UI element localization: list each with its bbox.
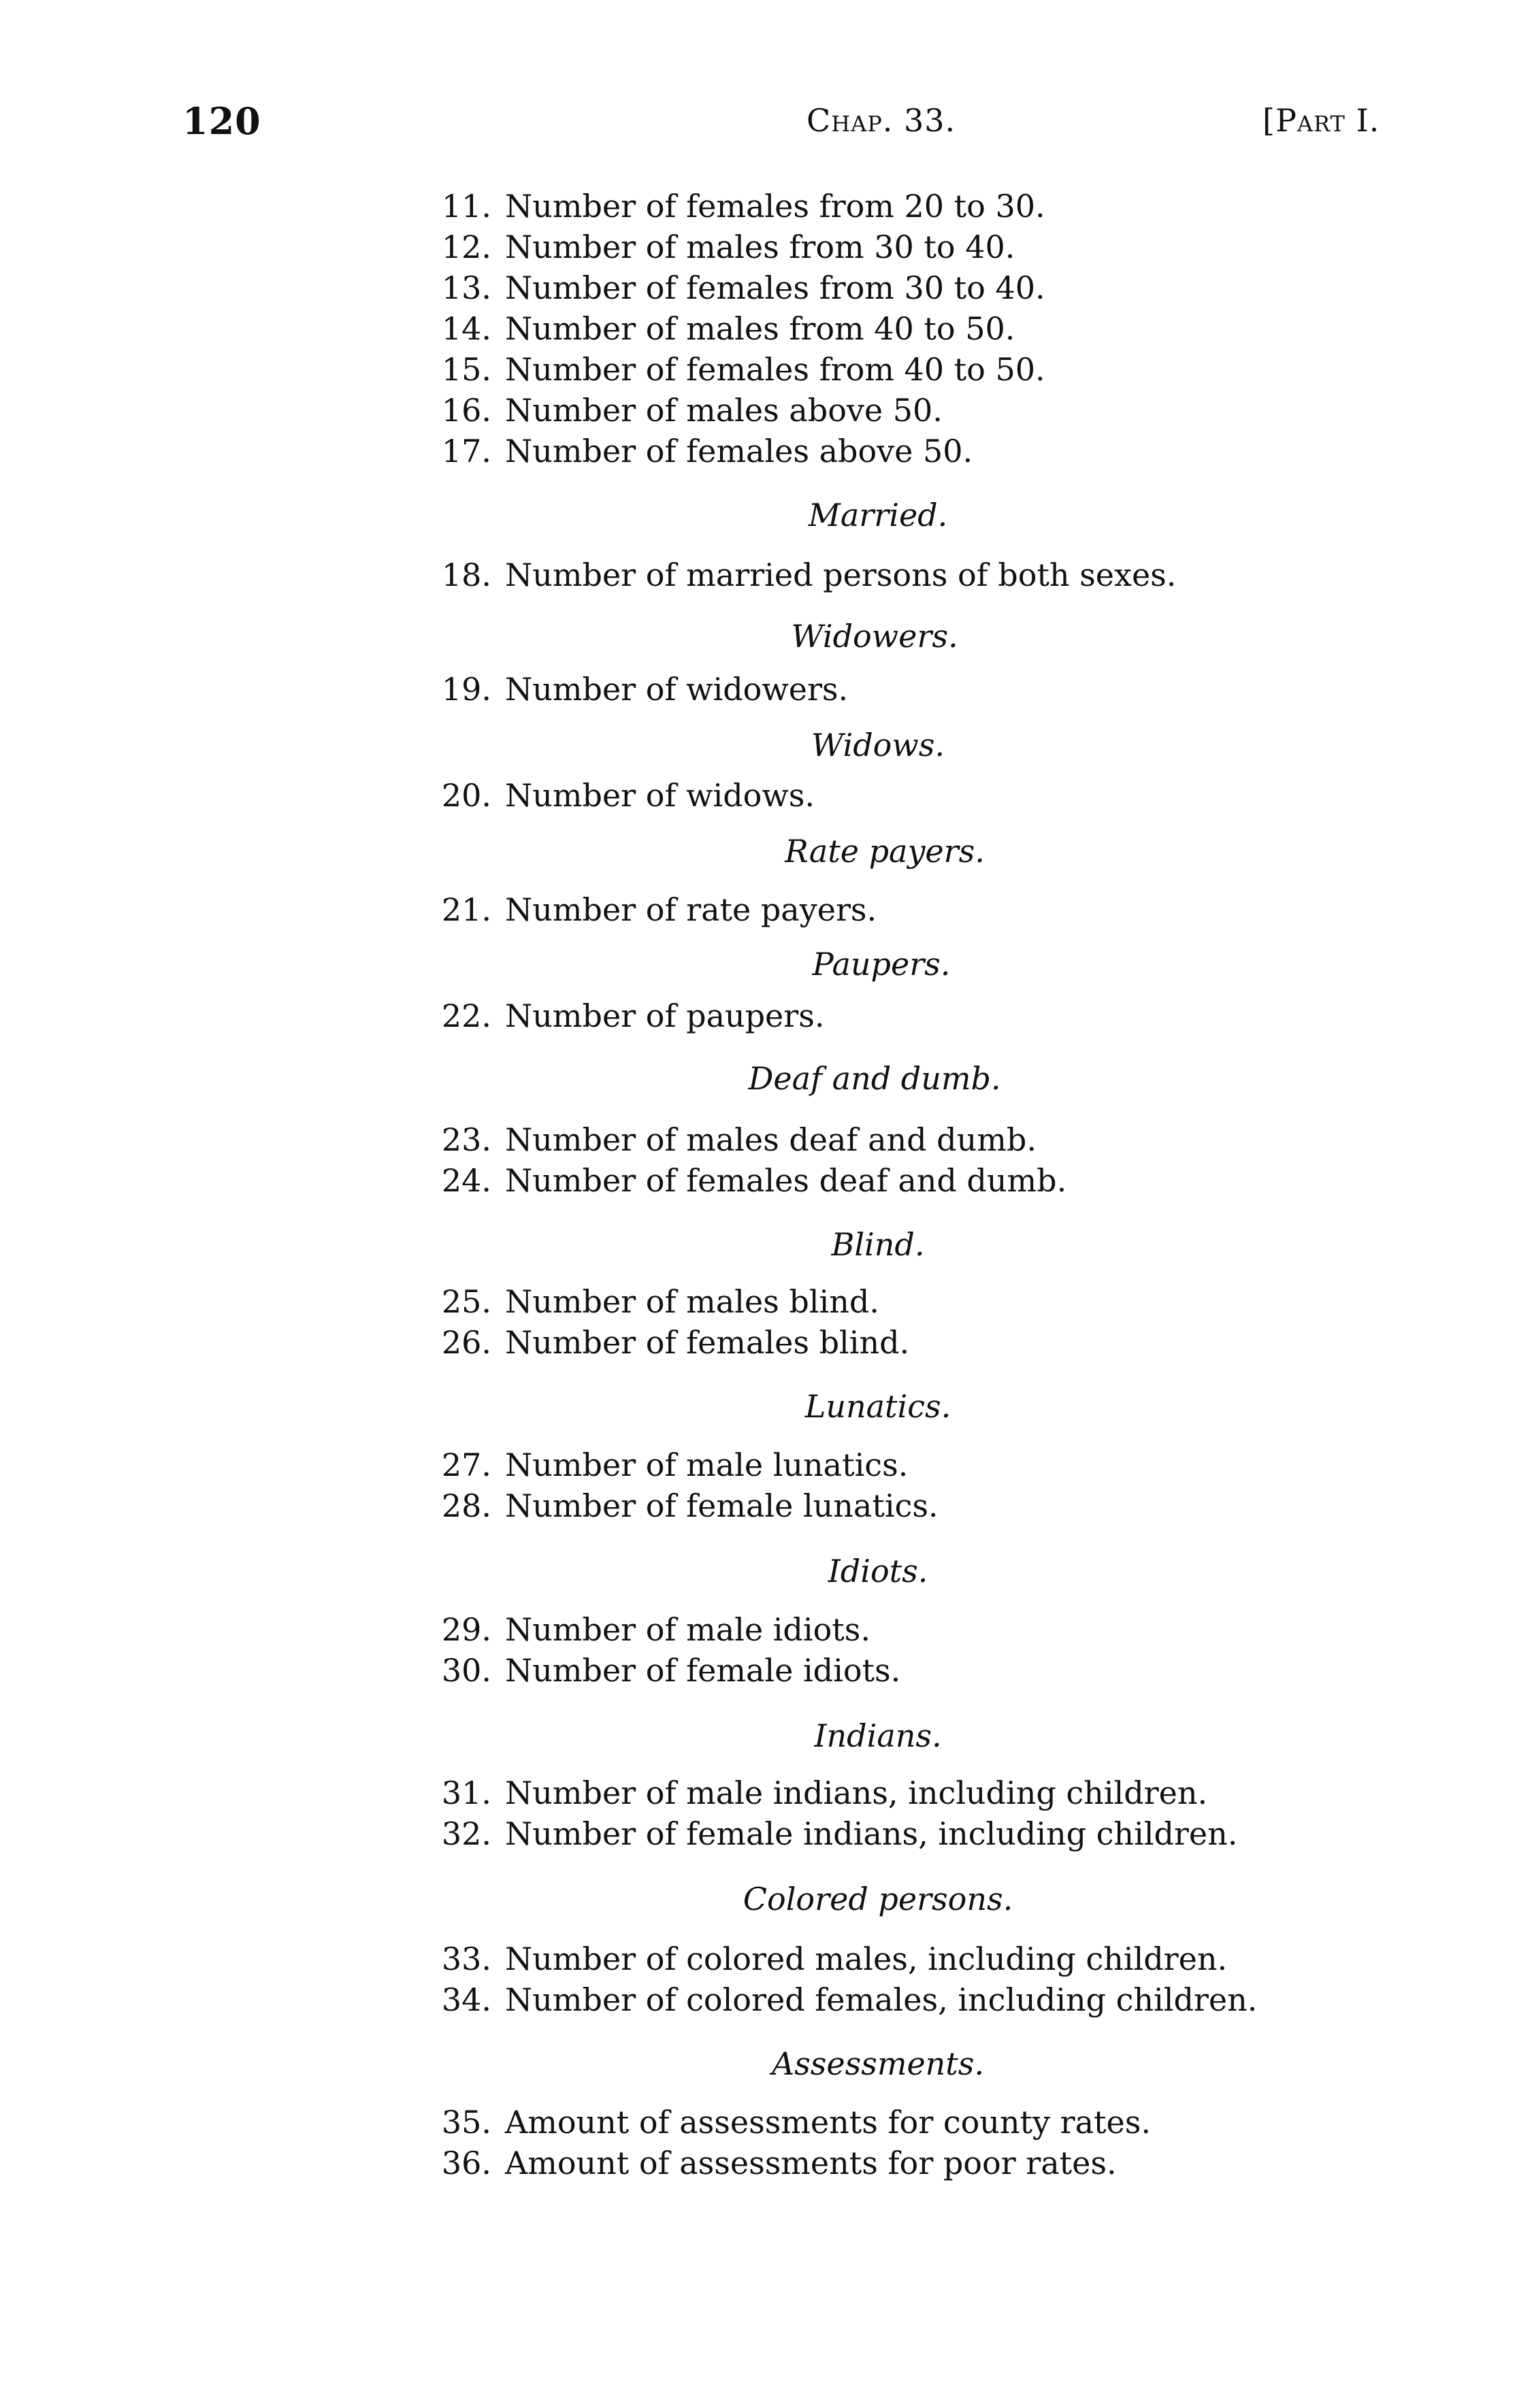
item-text: Amount of assessments for poor rates. — [505, 2145, 1117, 2181]
item-number: 15. — [441, 351, 491, 388]
item-number: 33. — [441, 1941, 491, 1977]
item-number: 12. — [441, 229, 491, 265]
item-text: Number of male lunatics. — [505, 1447, 909, 1483]
item-text: Number of males from 30 to 40. — [505, 229, 1015, 265]
section-heading: Widows. — [811, 727, 945, 763]
chapter-heading: Chap. 33. — [807, 102, 956, 139]
item-number: 35. — [441, 2104, 491, 2141]
item-text: Number of males deaf and dumb. — [505, 1121, 1037, 1158]
item-text: Number of females from 30 to 40. — [505, 269, 1045, 306]
item-number: 26. — [441, 1324, 491, 1361]
page-number: 120 — [182, 99, 261, 143]
item-text: Number of male idiots. — [505, 1611, 870, 1648]
item-text: Amount of assessments for county rates. — [505, 2104, 1151, 2141]
item-text: Number of male indians, including children. — [505, 1775, 1208, 1811]
section-heading: Lunatics. — [804, 1388, 951, 1425]
section-heading: Colored persons. — [743, 1881, 1013, 1917]
item-text: Number of males blind. — [505, 1283, 879, 1320]
item-text: Number of males from 40 to 50. — [505, 310, 1015, 347]
item-number: 19. — [441, 671, 491, 708]
item-number: 13. — [441, 269, 491, 306]
item-number: 20. — [441, 777, 491, 814]
item-text: Number of widowers. — [505, 671, 849, 708]
item-number: 30. — [441, 1652, 491, 1689]
item-number: 17. — [441, 433, 491, 469]
section-heading: Married. — [808, 497, 948, 533]
item-number: 25. — [441, 1283, 491, 1320]
section-heading: Assessments. — [771, 2045, 985, 2082]
item-text: Number of females blind. — [505, 1324, 910, 1361]
section-heading: Paupers. — [812, 946, 951, 983]
item-text: Number of females from 40 to 50. — [505, 351, 1045, 388]
item-text: Number of females above 50. — [505, 433, 973, 469]
section-heading: Indians. — [814, 1717, 942, 1754]
item-text: Number of colored males, including children. — [505, 1941, 1228, 1977]
section-heading: Widowers. — [791, 618, 958, 655]
item-number: 18. — [441, 557, 491, 593]
section-heading: Rate payers. — [785, 833, 985, 870]
item-number: 36. — [441, 2145, 491, 2181]
item-number: 24. — [441, 1162, 491, 1199]
item-number: 31. — [441, 1775, 491, 1811]
item-number: 16. — [441, 392, 491, 429]
item-text: Number of female indians, including children. — [505, 1815, 1238, 1852]
section-heading: Idiots. — [828, 1553, 928, 1589]
item-number: 11. — [441, 188, 491, 225]
item-text: Number of paupers. — [505, 997, 825, 1034]
item-text: Number of colored females, including children. — [505, 1981, 1258, 2018]
item-number: 27. — [441, 1447, 491, 1483]
item-number: 28. — [441, 1487, 491, 1524]
item-number: 14. — [441, 310, 491, 347]
item-number: 22. — [441, 997, 491, 1034]
section-heading: Blind. — [831, 1226, 925, 1263]
item-text: Number of widows. — [505, 777, 815, 814]
item-number: 32. — [441, 1815, 491, 1852]
item-number: 23. — [441, 1121, 491, 1158]
item-text: Number of female lunatics. — [505, 1487, 939, 1524]
item-text: Number of females from 20 to 30. — [505, 188, 1045, 225]
item-text: Number of married persons of both sexes. — [505, 557, 1177, 593]
item-number: 34. — [441, 1981, 491, 2018]
section-heading: Deaf and dumb. — [748, 1060, 1001, 1097]
item-text: Number of females deaf and dumb. — [505, 1162, 1067, 1199]
item-text: Number of rate payers. — [505, 891, 877, 928]
item-text: Number of female idiots. — [505, 1652, 901, 1689]
item-number: 29. — [441, 1611, 491, 1648]
part-heading: [Part I. — [1263, 102, 1380, 139]
item-text: Number of males above 50. — [505, 392, 943, 429]
item-number: 21. — [441, 891, 491, 928]
